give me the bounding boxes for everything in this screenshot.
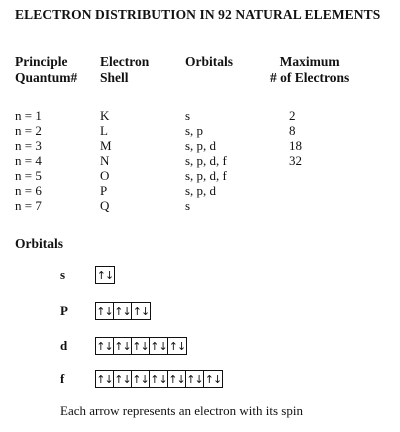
- electron-pair-box: ↑↓: [168, 372, 185, 386]
- page-title: ELECTRON DISTRIBUTION IN 92 NATURAL ELEMENTS: [15, 7, 381, 22]
- electron-pair-box: ↑↓: [132, 304, 150, 318]
- electron-pair-box: ↑↓: [186, 372, 203, 386]
- orbital-row-p: [0, 302, 400, 322]
- table-row: [0, 183, 400, 198]
- orbital-boxes: [95, 370, 223, 388]
- shell-cell: P: [100, 183, 108, 198]
- max-electrons-cell: 32: [289, 153, 302, 168]
- orbital-label: f: [60, 371, 65, 386]
- electron-pair-box: ↑↓: [96, 304, 113, 318]
- header-maximum-electrons: [270, 54, 349, 86]
- quantum-number-cell: n = 6: [15, 183, 42, 198]
- orbitals-section-title: Orbitals: [15, 236, 64, 251]
- max-electrons-cell: 18: [289, 138, 302, 153]
- quantum-number-cell: n = 7: [15, 198, 42, 213]
- quantum-number-cell: n = 1: [15, 108, 42, 123]
- shell-cell: O: [100, 168, 110, 183]
- shell-cell: Q: [100, 198, 110, 213]
- electron-pair-box: ↑↓: [96, 339, 113, 353]
- max-electrons-cell: 8: [289, 123, 296, 138]
- orbital-label: P: [60, 303, 68, 318]
- header-principle-quantum: [15, 54, 77, 86]
- orbitals-cell: s, p, d: [185, 138, 217, 153]
- electron-pair-box: ↑↓: [114, 339, 131, 353]
- table-row: [0, 108, 400, 123]
- orbital-row-s: [0, 266, 400, 286]
- table-row: [0, 138, 400, 153]
- orbital-label: d: [60, 338, 68, 353]
- shell-cell: N: [100, 153, 110, 168]
- quantum-number-cell: n = 2: [15, 123, 42, 138]
- header-line: Orbitals: [185, 54, 234, 69]
- orbitals-cell: s, p: [185, 123, 204, 138]
- header-orbitals: [185, 54, 233, 70]
- table-row: [0, 168, 400, 183]
- electron-pair-box: ↑↓: [150, 339, 167, 353]
- orbital-row-f: [0, 370, 400, 390]
- orbitals-cell: s: [185, 108, 191, 123]
- orbitals-cell: s, p, d, f: [185, 153, 227, 168]
- header-line: Quantum#: [15, 70, 78, 85]
- orbitals-cell: s: [185, 198, 191, 213]
- orbital-boxes: [95, 337, 187, 355]
- orbitals-cell: s, p, d, f: [185, 168, 227, 183]
- electron-pair-box: ↑↓: [114, 372, 131, 386]
- max-electrons-cell: 2: [289, 108, 296, 123]
- orbital-boxes: [95, 266, 115, 284]
- quantum-number-cell: n = 5: [15, 168, 42, 183]
- header-line: Electron: [100, 54, 150, 69]
- orbitals-cell: s, p, d: [185, 183, 217, 198]
- electron-pair-box: ↑↓: [168, 339, 186, 353]
- quantum-number-cell: n = 4: [15, 153, 42, 168]
- electron-pair-box: ↑↓: [150, 372, 167, 386]
- orbital-row-d: [0, 337, 400, 357]
- electron-pair-box: ↑↓: [114, 304, 131, 318]
- table-row: [0, 153, 400, 168]
- shell-cell: M: [100, 138, 112, 153]
- orbital-boxes: [95, 302, 151, 320]
- orbital-label: s: [60, 267, 66, 282]
- header-line: Principle: [15, 54, 68, 69]
- electron-pair-box: ↑↓: [96, 372, 113, 386]
- shell-cell: K: [100, 108, 110, 123]
- footnote: Each arrow represents an electron with its spin: [60, 403, 303, 418]
- header-electron-shell: [100, 54, 149, 86]
- table-row: [0, 198, 400, 213]
- electron-pair-box: ↑↓: [204, 372, 222, 386]
- header-line: Shell: [100, 70, 129, 85]
- quantum-number-cell: n = 3: [15, 138, 42, 153]
- electron-pair-box: ↑↓: [132, 339, 149, 353]
- electron-pair-box: ↑↓: [132, 372, 149, 386]
- electron-pair-box: ↑↓: [96, 268, 114, 282]
- header-line: # of Electrons: [270, 70, 350, 85]
- table-row: [0, 123, 400, 138]
- header-line: Maximum: [279, 54, 340, 69]
- distribution-table: [0, 108, 400, 213]
- shell-cell: L: [100, 123, 108, 138]
